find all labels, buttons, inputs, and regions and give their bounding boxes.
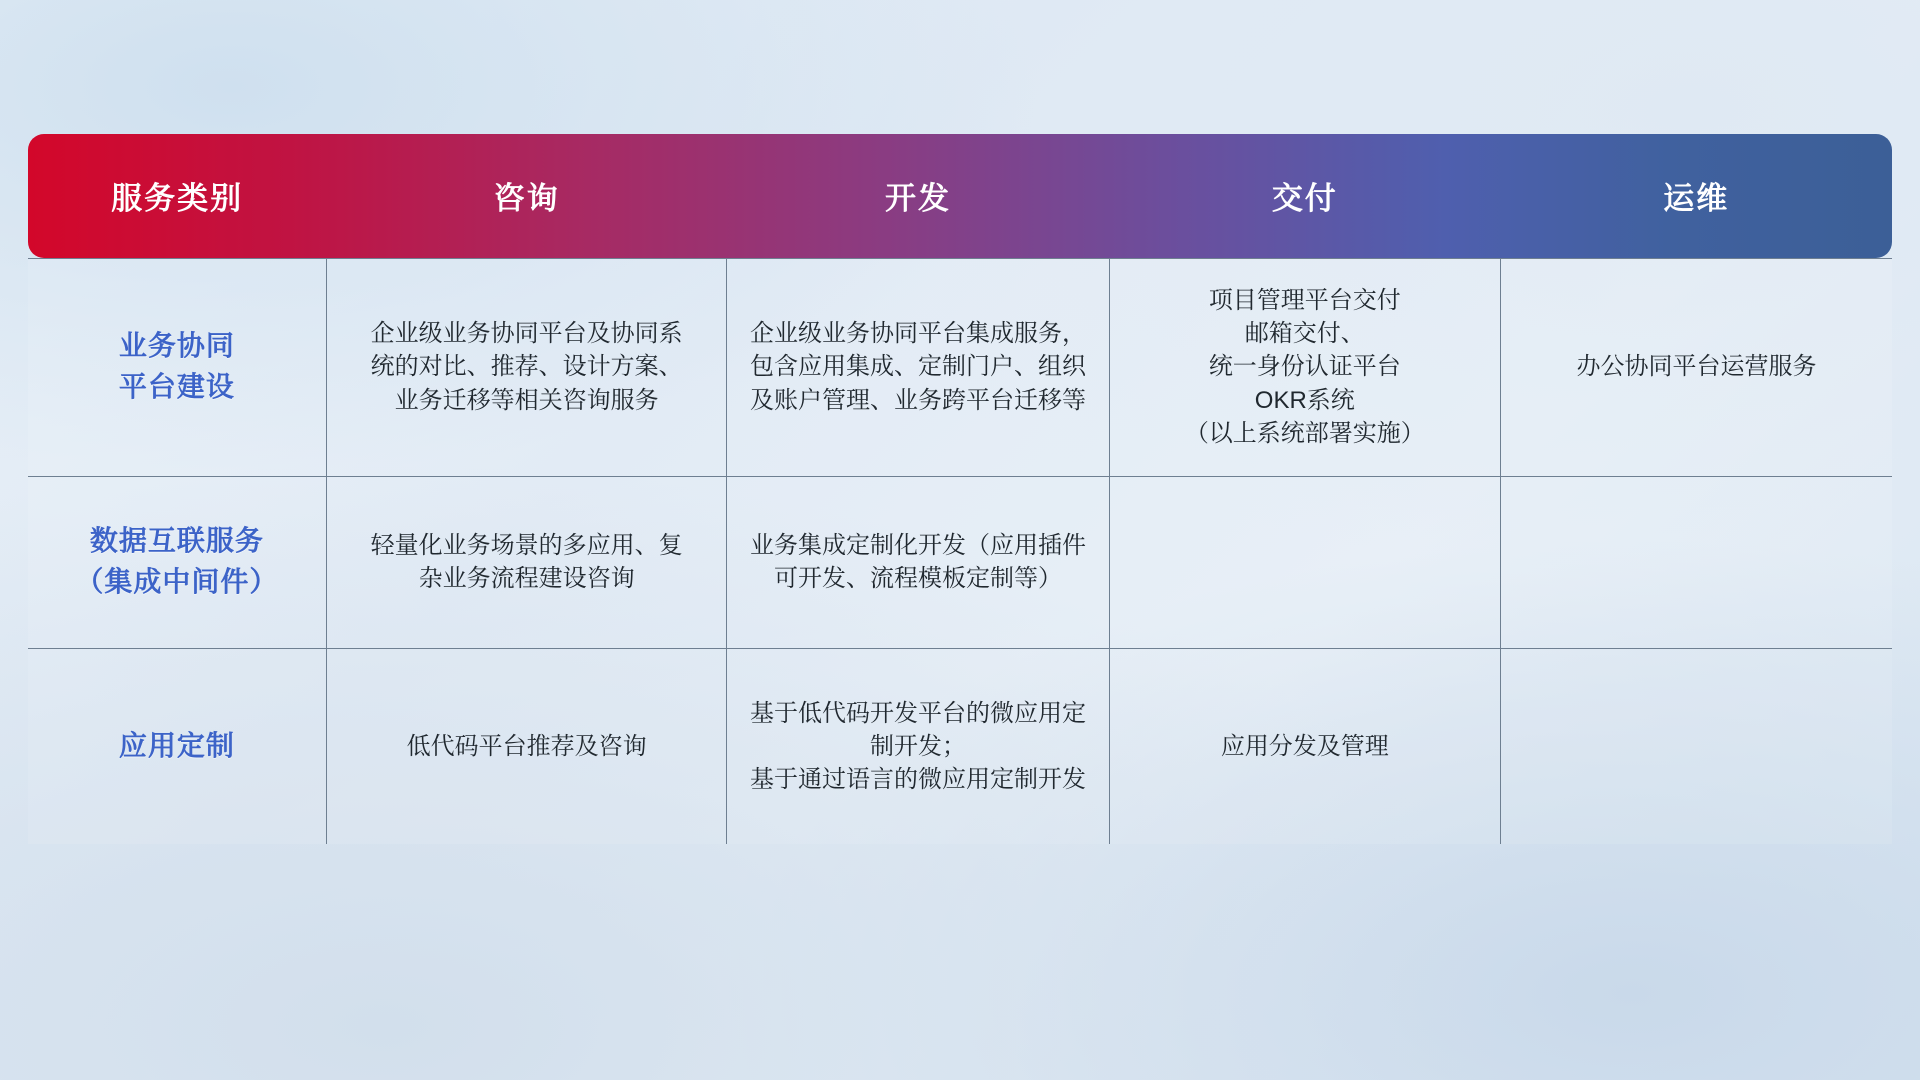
cell-category — [28, 258, 326, 476]
cell-text-line: （集成中间件） — [75, 566, 279, 597]
service-matrix-table — [28, 134, 1892, 844]
cell-development — [727, 258, 1109, 476]
cell-consulting — [326, 476, 727, 648]
cell-operations — [1501, 648, 1892, 844]
cell-text-line: 轻量化业务场景的多应用、复 — [370, 531, 683, 559]
cell-text-line: OKR系统 — [1254, 386, 1355, 414]
cell-text-line: 企业级业务协同平台及协同系 — [370, 320, 683, 348]
cell-text-line: （以上系统部署实施） — [1184, 419, 1425, 447]
cell-consulting — [326, 648, 727, 844]
table-row — [28, 476, 1892, 648]
table-header-row — [28, 134, 1892, 258]
cell-text-line: 业务协同 — [118, 330, 235, 362]
column-header-operations: 运维 — [1663, 181, 1730, 217]
cell-operations — [1501, 476, 1892, 648]
cell-text-line: 项目管理平台交付 — [1208, 287, 1401, 315]
column-header-development: 开发 — [885, 181, 952, 217]
cell-text-line: 杂业务流程建设咨询 — [418, 565, 635, 592]
cell-text-line: 制开发； — [870, 732, 967, 760]
cell-text-line: 统一身份认证平台 — [1208, 353, 1401, 381]
cell-operations — [1501, 258, 1892, 476]
cell-consulting — [326, 258, 727, 476]
cell-text-line: 办公协同平台运营服务 — [1576, 353, 1817, 381]
cell-text-line: 基于通过语言的微应用定制开发 — [750, 765, 1087, 793]
cell-category — [28, 476, 326, 648]
cell-text-line: 企业级业务协同平台集成服务， — [750, 320, 1087, 348]
cell-text-line: 业务迁移等相关咨询服务 — [394, 386, 659, 414]
cell-delivery — [1109, 648, 1500, 844]
cell-text-line: 统的对比、推荐、设计方案、 — [370, 353, 683, 381]
cell-category — [28, 648, 326, 844]
table-row — [28, 258, 1892, 476]
cell-text-line: 应用分发及管理 — [1220, 732, 1389, 760]
column-header-category: 服务类别 — [111, 181, 244, 217]
cell-delivery — [1109, 476, 1500, 648]
column-header-delivery: 交付 — [1271, 181, 1338, 217]
cell-text-line: 应用定制 — [118, 729, 235, 761]
table-body — [28, 258, 1892, 844]
cell-development — [727, 476, 1109, 648]
cell-text-line: 数据互联服务 — [89, 525, 264, 557]
cell-text-line: 基于低代码开发平台的微应用定 — [750, 699, 1087, 727]
cell-text-line: 可开发、流程模板定制等） — [774, 565, 1063, 592]
cell-text-line: 低代码平台推荐及咨询 — [406, 732, 647, 760]
cell-text-line: 包含应用集成、定制门户、组织 — [750, 353, 1087, 381]
cell-delivery — [1109, 258, 1500, 476]
cell-text-line: 平台建设 — [118, 371, 235, 402]
cell-text-line: 及账户管理、业务跨平台迁移等 — [750, 386, 1087, 414]
service-matrix-table-wrapper — [28, 134, 1892, 844]
column-header-consulting: 咨询 — [493, 181, 560, 217]
cell-text-line: 业务集成定制化开发（应用插件 — [750, 531, 1087, 559]
cell-development — [727, 648, 1109, 844]
table-header — [28, 134, 1892, 258]
cell-text-line: 邮箱交付、 — [1244, 320, 1365, 348]
table-row — [28, 648, 1892, 844]
